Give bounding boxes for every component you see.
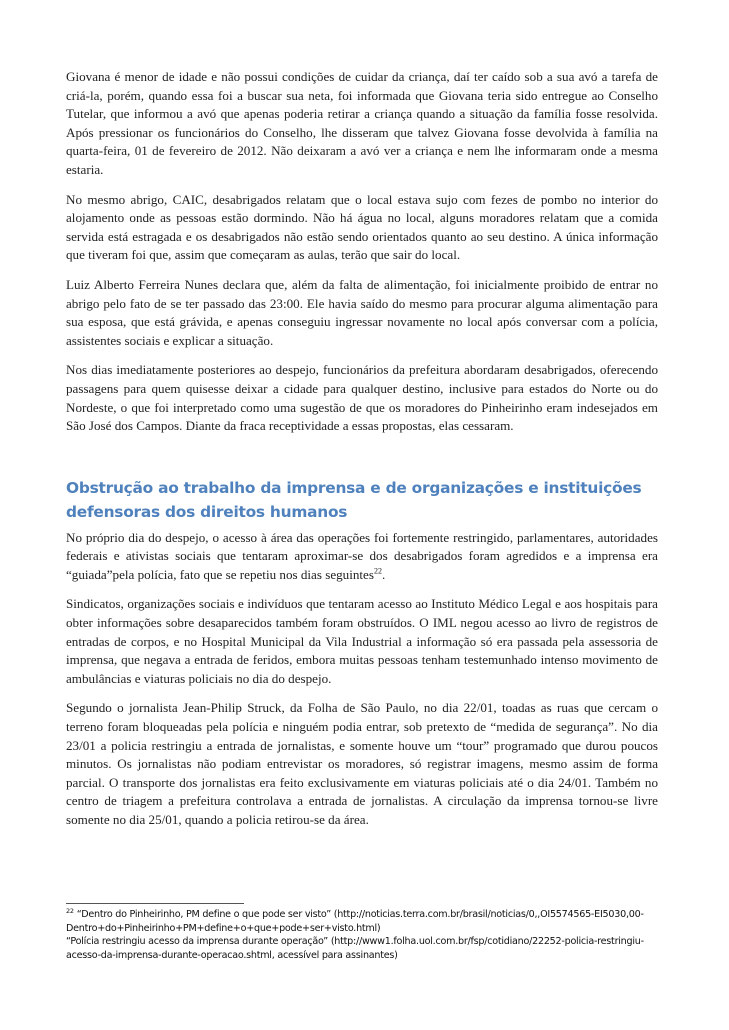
paragraph-iml-hospitals: Sindicatos, organizações sociais e indivíduos que tentaram acesso ao Instituto Médico Legal e aos hospitais para obter informações sobre desaparecidos também foram obstruídos. O IML negou acesso ao livro de registros de entradas de corpos, e no Hospital Municipal da Vila Industrial a informação só era passada pela assessoria de imprensa, que negava a entrada de feridos, embora muitas pessoas tenham testemunhado intenso movimento de ambulâncias e viaturas policiais no dia do despejo.: [66, 596, 658, 686]
footnotes: [66, 908, 666, 962]
paragraph-press-text: No próprio dia do despejo, o acesso à área das operações foi fortemente restringido, parlamentares, autoridades federais e ativistas sociais que tentaram aproximar-se dos desabrigados foram agredidos e a imprensa era “guiada”pela polícia, fato que se repetiu nos dias seguintes: [66, 529, 658, 582]
paragraph-city-offers: Nos dias imediatamente posteriores ao despejo, funcionários da prefeitura abordaram desabrigados, oferecendo passagens para quem quisesse deixar a cidade para qualquer destino, inclusive para estados do Norte ou do Nordeste, o que foi interpretado como uma sugestão de que os moradores do Pinheirinho eram indesejados em São José dos Campos. Diante da fraca receptividade a essas propostas, elas cessaram.: [66, 362, 658, 434]
paragraph-press-end: .: [381, 566, 386, 582]
paragraph-caic-shelter: No mesmo abrigo, CAIC, desabrigados relatam que o local estava sujo com fezes de pombo no interior do alojamento onde as pessoas estão dormindo. Não há água no local, alguns moradores relatam que a comida servida está estragada e os desabrigados não estão sendo orientados quanto ao seu destino. A única informação que tiveram foi que, assim que começaram as aulas, terão que sair do local.: [66, 191, 658, 263]
document-page: [66, 68, 658, 841]
paragraph-press-restricted: [66, 529, 658, 585]
footnote-separator: [66, 903, 244, 904]
paragraph-luiz-alberto: Luiz Alberto Ferreira Nunes declara que, além da falta de alimentação, foi inicialmente proibido de entrar no abrigo pelo fato de se ter passado das 23:00. Ele havia saído do mesmo para procurar alguma alimentação para sua esposa, que está grávida, e apenas conseguiu ingressar novamente no local após conversar com a polícia, assistentes sociais e explicar a situação.: [66, 276, 658, 348]
footnote-22: [66, 908, 666, 935]
section-heading: Obstrução ao trabalho da imprensa e de organizações e instituições defensoras dos direitos humanos: [66, 478, 642, 522]
footnote-number: 22: [66, 906, 74, 915]
paragraph-journalist-struck: Segundo o jornalista Jean-Philip Struck, da Folha de São Paulo, no dia 22/01, toadas as ruas que cercam o terreno foram bloqueadas pela polícia e ninguém podia entrar, sob pretexto de “medida de segurança”. No dia 23/01 a policia restringiu a entrada de jornalistas, e somente houve um “tour” programado que durou poucos minutos. Os jornalistas não podiam entrevistar os moradores, só registrar imagens, mesmo assim de forma parcial. O transporte dos jornalistas era feito exclusivamente em viaturas policiais até o dia 24/01. Também no centro de triagem a prefeitura controlava a entrada de jornalistas. A circulação da imprensa tornou-se livre somente no dia 25/01, quando a policia retirou-se da área.: [66, 700, 658, 827]
footnote-folha[interactable]: “Polícia restringiu acesso da imprensa durante operação” (http://www1.folha.uol.com.br/fsp/cotidiano/22252-policia-restringiu-acesso-da-imprensa-durante-operacao.shtml, acessível para assinantes): [66, 936, 644, 961]
footnote-terra-link[interactable]: “Dentro do Pinheirinho, PM define o que pode ser visto” (http://noticias.terra.com.br/brasil/noticias/0,,OI5574565-EI5030,00-Dentro+do+Pinheirinho+PM+define+o+que+pode+ser+visto.html): [66, 909, 644, 934]
footnote-reference[interactable]: 22: [373, 566, 382, 576]
paragraph-giovana: Giovana é menor de idade e não possui condições de cuidar da criança, daí ter caído sob a sua avó a tarefa de criá-la, porém, quando essa foi a buscar sua neta, foi informada que Giovana teria sido entregue ao Conselho Tutelar, que informou a avó que apenas poderia retirar a criança quando a situação da família fosse resolvida. Após pressionar os funcionários do Conselho, lhe disseram que talvez Giovana fosse devolvida à família na quarta-feira, 01 de fevereiro de 2012. Não deixaram a avó ver a criança e nem lhe informaram onde a mesma estaria.: [66, 69, 658, 177]
